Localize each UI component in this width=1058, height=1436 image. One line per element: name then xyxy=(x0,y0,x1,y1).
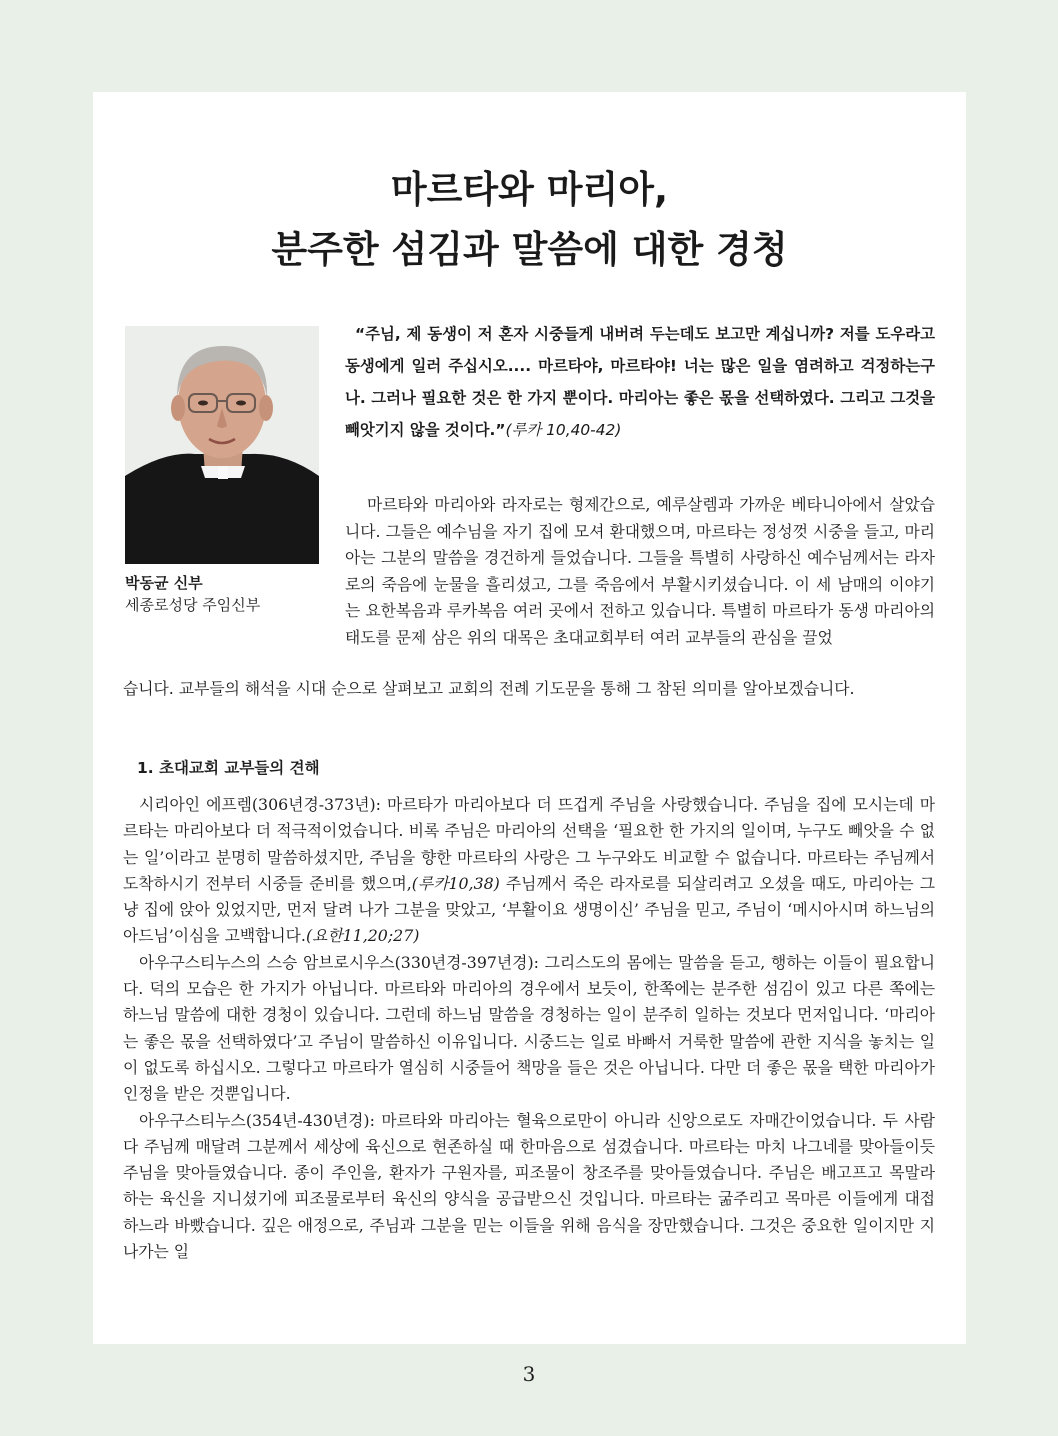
quote-text: “주님, 제 동생이 저 혼자 시중들게 내버려 두는데도 보고만 계십니까? 저를 도우라고 동생에게 일러 주십시오.... 마르타야, 마르타야! 너는 많은 일을 염려하고 걱정하는구나. 그러나 필요한 것은 한 가지 뿐이다. 마리아는 좋은 몫을 선택하였다. 그리고 그것을 빼앗기지 않을 것이다.” xyxy=(345,325,935,439)
article-page xyxy=(93,92,966,1344)
paragraph-ephrem-text-a: 시리아인 에프렘(306년경-373년): 마르타가 마리아보다 더 뜨겁게 주님을 사랑했습니다. 주님을 집에 모시는데 마르타는 마리아보다 더 적극적이었습니다. 비록 주님은 마리아의 선택을 ‘필요한 한 가지의 일이며, 누구도 빼앗을 수 없는 일’이라고 분명히 말씀하셨지만, 주님을 향한 마르타의 사랑은 그 누구와도 비교할 수 없습니다. 마르타는 주님께서 도착하시기 전부터 시중들 준비를 했으며, xyxy=(123,795,935,893)
paragraph-ambrose: 아우구스티누스의 스승 암브로시우스(330년경-397년경): 그리스도의 몸에는 말씀을 듣고, 행하는 이들이 필요합니다. 덕의 모습은 한 가지가 아닙니다. 마르타와 마리아의 경우에서 보듯이, 한쪽에는 분주한 섬김이 있고 다른 쪽에는 하느님 말씀에 대한 경청이 있습니다. 그런데 하느님 말씀을 경청하는 일이 분주히 일하는 것보다 먼저입니다. ‘마리아는 좋은 몫을 선택하였다’고 주님이 말씀하신 이유입니다. 시중드는 일로 바빠서 거룩한 말씀에 관한 지식을 놓치는 일이 없도록 하십시오. 그렇다고 마르타가 열심히 시중들어 책망을 들은 것은 아닙니다. 다만 더 좋은 몫을 택한 마리아가 인정을 받은 것뿐입니다. xyxy=(123,952,935,1104)
intro-text-part-1: 마르타와 마리아와 라자로는 형제간으로, 예루살렘과 가까운 베타니아에서 살았습니다. 그들은 예수님을 자기 집에 모셔 환대했으며, 마르타는 정성껏 시중을 들고, 마리아는 그분의 말씀을 경건하게 들었습니다. 그들을 특별히 사랑하신 예수님께서는 라자로의 죽음에 눈물을 흘리셨고, 그를 죽음에서 부활시키셨습니다. 이 세 남매의 이야기는 요한복음과 루카복음 여러 곳에서 전하고 있습니다. 특별히 마르타가 동생 마리아의 태도를 문제 삼은 위의 대목은 초대교회부터 여러 교부들의 관심을 끌었 xyxy=(345,495,935,647)
page-number: 3 xyxy=(522,1362,536,1386)
intro-paragraph-continued xyxy=(123,676,935,703)
author-role: 세종로성당 주임신부 xyxy=(125,596,261,614)
intro-text-part-2: 습니다. 교부들의 해석을 시대 순으로 살펴보고 교회의 전례 기도문을 통해 그 참된 의미를 알아보겠습니다. xyxy=(123,679,855,698)
paragraph-augustine: 아우구스티누스(354년-430년경): 마르타와 마리아는 혈육으로만이 아니라 신앙으로도 자매간이었습니다. 두 사람 다 주님께 매달려 그분께서 세상에 육신으로 현존하실 때 한마음으로 섬겼습니다. 마르타는 마치 나그네를 맞아들이듯 주님을 맞아들였습니다. 종이 주인을, 환자가 구원자를, 피조물이 창조주를 맞아들였습니다. 주님은 배고프고 목말라 하는 육신을 지니셨기에 피조물로부터 육신의 양식을 공급받으신 것입니다. 마르타는 굶주리고 목마른 이들에게 대접하느라 바빴습니다. 깊은 애정으로, 주님과 그분을 믿는 이들을 위해 음식을 장만했습니다. 그것은 중요한 일이지만 지나가는 일 xyxy=(123,1110,935,1262)
paragraph-ephrem xyxy=(123,792,935,950)
author-name: 박동균 신부 xyxy=(125,574,203,592)
reference-john: (요한11,20;27) xyxy=(305,926,420,946)
author-photo xyxy=(125,326,319,564)
article-title xyxy=(93,160,966,280)
intro-paragraph xyxy=(345,492,935,651)
reference-luke: (루카10,38) xyxy=(411,873,500,893)
scripture-quote xyxy=(345,318,935,446)
quote-reference: (루카 10,40-42) xyxy=(505,421,622,439)
title-line-2: 분주한 섬김과 말씀에 대한 경청 xyxy=(271,228,788,271)
title-line-1: 마르타와 마리아, xyxy=(390,168,669,211)
paragraph-ephrem-text-b: 주님께서 죽은 라자로를 되살리려고 오셨을 때도, 마리아는 그냥 집에 앉아 있었지만, 먼저 달려 나가 그분을 맞았고, ‘부활이요 생명이신’ 주님을 믿고, 주님이 ‘메시아시며 하느님의 아드님’이심을 고백합니다. xyxy=(123,873,935,946)
author-caption xyxy=(125,572,335,616)
section-heading: 1. 초대교회 교부들의 견해 xyxy=(137,759,320,777)
section-body xyxy=(123,792,935,1265)
